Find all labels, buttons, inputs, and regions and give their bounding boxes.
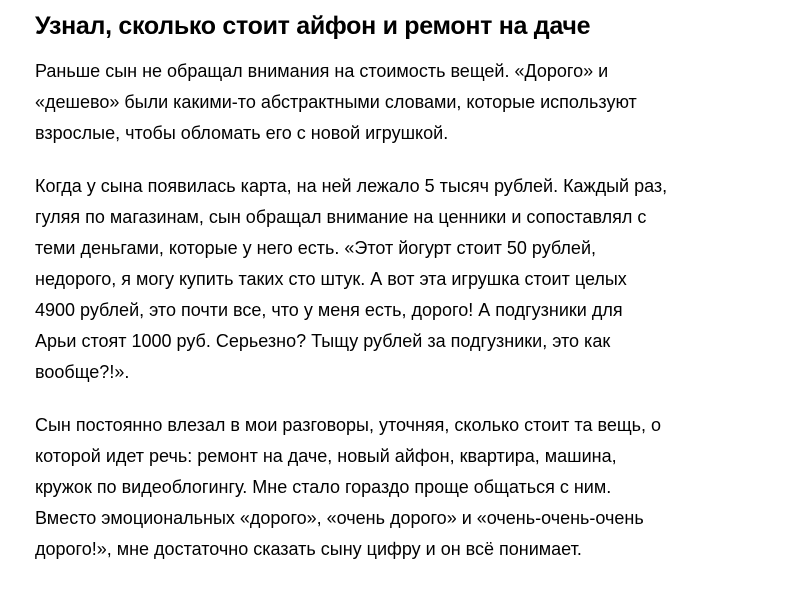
text-line: Когда у сына появилась карта, на ней лежало 5 тысяч рублей. Каждый раз,: [35, 176, 668, 196]
text-line: взрослые, чтобы обломать его с новой игрушкой.: [35, 123, 449, 143]
article-title: Узнал, сколько стоит айфон и ремонт на даче: [35, 12, 591, 40]
text-line: гуляя по магазинам, сын обращал внимание на ценники и сопоставлял с: [35, 207, 647, 227]
text-line: которой идет речь: ремонт на даче, новый айфон, квартира, машина,: [35, 446, 617, 466]
text-line: вообще?!».: [35, 362, 130, 382]
text-line: Раньше сын не обращал внимания на стоимость вещей. «Дорого» и: [35, 61, 609, 81]
text-line: дорого!», мне достаточно сказать сыну цифру и он всё понимает.: [35, 539, 582, 559]
text-line: Арьи стоят 1000 руб. Серьезно? Тыщу рублей за подгузники, это как: [35, 331, 611, 351]
text-line: кружок по видеоблогингу. Мне стало гораздо проще общаться с ним.: [35, 477, 612, 497]
paragraph-3: [35, 410, 785, 565]
text-line: «дешево» были какими-то абстрактными словами, которые используют: [35, 92, 637, 112]
article: [35, 10, 785, 587]
text-line: теми деньгами, которые у него есть. «Этот йогурт стоит 50 рублей,: [35, 238, 596, 258]
text-line: 4900 рублей, это почти все, что у меня есть, дорого! А подгузники для: [35, 300, 623, 320]
text-line: недорого, я могу купить таких сто штук. А вот эта игрушка стоит целых: [35, 269, 627, 289]
paragraph-2: [35, 171, 785, 388]
text-line: Вместо эмоциональных «дорого», «очень дорого» и «очень-очень-очень: [35, 508, 644, 528]
text-line: Сын постоянно влезал в мои разговоры, уточняя, сколько стоит та вещь, о: [35, 415, 662, 435]
paragraph-1: [35, 56, 785, 149]
